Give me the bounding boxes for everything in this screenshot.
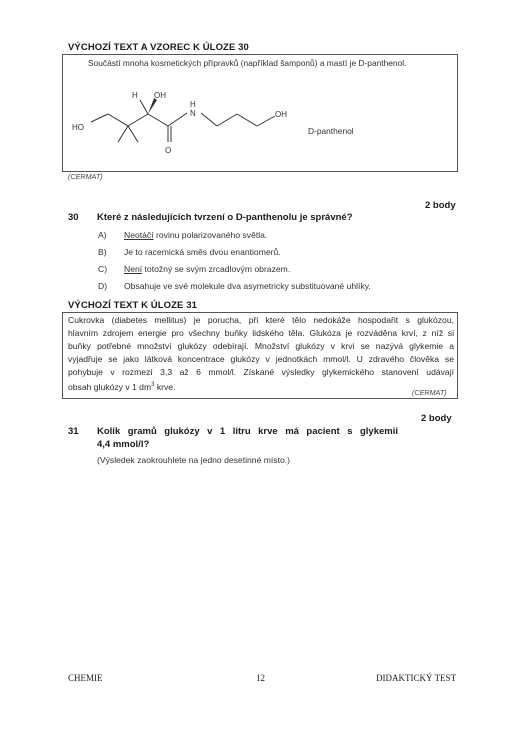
bond	[118, 126, 128, 142]
bond	[128, 126, 138, 142]
label-h: H	[132, 91, 138, 100]
wedge-bond	[148, 98, 157, 114]
label-oh-top: OH	[154, 91, 166, 100]
question-31-line-1: Kolik gramů glukózy v 1 litru krve má pacient s glykemii	[97, 426, 398, 437]
text-31-line-2: hlavním zdrojem energie pro všechny buňky lidského těla. Glukóza je rozváděna krví, z níž si	[68, 328, 454, 338]
bond	[91, 114, 108, 122]
footer-test-name: DIDAKTICKÝ TEST	[376, 673, 457, 683]
points-31: 2 body	[421, 413, 452, 424]
d-panthenol-structure	[62, 70, 458, 170]
source-30: (CERMAT)	[68, 172, 103, 181]
label-n-h: H	[190, 100, 196, 109]
option-d-text[interactable]: Obsahuje ve své molekule dva asymetricky substituované uhlíky.	[124, 281, 371, 291]
question-31-note: (Výsledek zaokrouhlete na jedno desetinné místo.)	[97, 455, 290, 465]
bond	[108, 114, 128, 126]
option-a-text[interactable]: Neotáčí rovinu polarizovaného světla.	[124, 230, 268, 240]
bond	[201, 113, 217, 126]
section-31-heading: VÝCHOZÍ TEXT K ÚLOZE 31	[68, 300, 197, 311]
section-30-intro: Součástí mnoha kosmetických přípravků (například šamponů) a mastí je D-panthenol.	[88, 58, 407, 68]
bond	[140, 100, 148, 114]
label-n: N	[190, 109, 196, 118]
text-31-line-3: buňky potřebné množství glukózy odebírají. Množství glukózy v krvi se nazývá glykemie a	[68, 341, 454, 351]
points-30: 2 body	[425, 200, 456, 211]
option-d-letter[interactable]: D)	[98, 281, 108, 291]
question-31-line-2: 4,4 mmol/l?	[97, 439, 150, 450]
question-30-number: 30	[68, 212, 79, 223]
compound-name: D-panthenol	[308, 126, 354, 136]
option-b-letter[interactable]: B)	[98, 247, 107, 257]
label-o: O	[165, 146, 172, 155]
text-31-line-5: pohybuje v rozmezí 3,3 až 6 mmol/l. Získané výsledky glykemického stanovení udávají	[68, 367, 454, 377]
option-b-text[interactable]: Je to racemická směs dvou enantiomerů.	[124, 247, 281, 257]
option-c-text[interactable]: Není totožný se svým zrcadlovým obrazem.	[124, 264, 291, 274]
footer-subject: CHEMIE	[68, 673, 103, 683]
page-number: 12	[256, 673, 265, 683]
label-oh-right: OH	[275, 110, 287, 119]
label-ho: HO	[72, 123, 84, 132]
source-31: (CERMAT)	[412, 388, 447, 397]
bond	[217, 114, 237, 126]
bond	[168, 113, 187, 126]
text-31-line-6: obsah glukózy v 1 $dm^3$ krve.	[68, 381, 176, 392]
option-a-letter[interactable]: A)	[98, 230, 107, 240]
bond	[128, 114, 148, 126]
question-30-text: Které z následujících tvrzení o D-panthenolu je správné?	[97, 212, 353, 223]
option-c-letter[interactable]: C)	[98, 264, 108, 274]
section-30-heading: VÝCHOZÍ TEXT A VZOREC K ÚLOZE 30	[68, 42, 249, 53]
text-31-line-1: Cukrovka (diabetes mellitus) je porucha, při které tělo nedokáže hospodařit s glukózou,	[68, 315, 454, 325]
question-31-number: 31	[68, 426, 79, 437]
bond	[148, 114, 168, 126]
bond	[237, 114, 257, 126]
bond	[257, 116, 275, 126]
text-31-line-4: vyjadřuje se jako látková koncentrace glukózy v jednotkách mmol/l. U zdravého člověka se	[68, 354, 454, 364]
